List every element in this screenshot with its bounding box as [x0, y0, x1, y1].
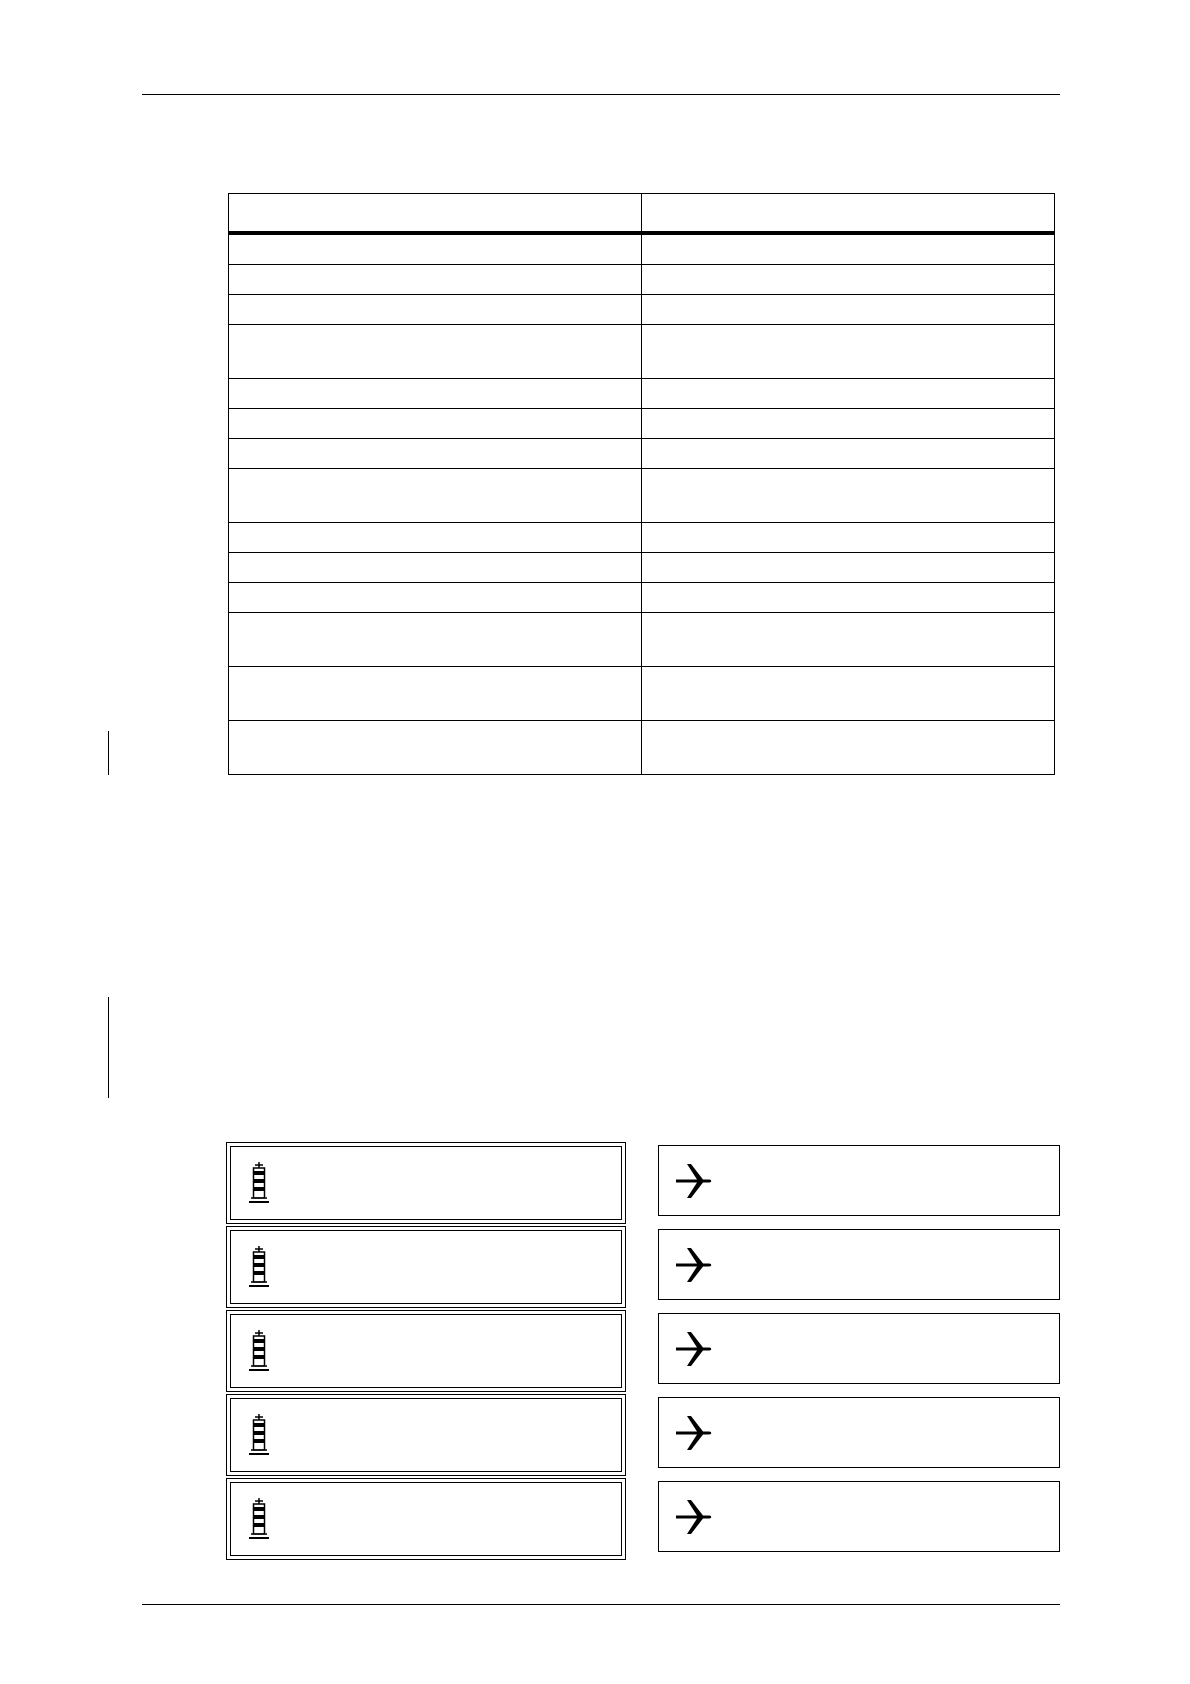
table-cell — [642, 409, 1055, 439]
atc-message-box — [226, 1310, 626, 1392]
table-cell — [642, 379, 1055, 409]
table-cell — [229, 325, 642, 379]
table-cell — [642, 265, 1055, 295]
table-row — [229, 469, 1055, 523]
data-table — [228, 193, 1055, 775]
pilot-message-box — [658, 1313, 1060, 1384]
table-cell — [642, 613, 1055, 667]
airplane-icon — [673, 1497, 713, 1537]
table-cell — [642, 667, 1055, 721]
header-rule — [142, 94, 1060, 95]
table-cell — [229, 553, 642, 583]
pilot-message-text — [723, 1230, 1049, 1299]
table-row — [229, 379, 1055, 409]
atc-message-text — [285, 1483, 611, 1555]
table-header-row — [229, 194, 1055, 234]
table-cell — [229, 667, 642, 721]
atc-message-text — [285, 1315, 611, 1387]
atc-message-inner — [230, 1314, 622, 1388]
table-cell — [642, 233, 1055, 265]
radio-exchange-row — [226, 1310, 1062, 1394]
table-cell — [642, 553, 1055, 583]
table-cell — [642, 523, 1055, 553]
table-row — [229, 583, 1055, 613]
change-bar — [108, 731, 109, 775]
table-cell — [229, 295, 642, 325]
footer-rule — [142, 1604, 1060, 1605]
control-tower-icon — [249, 1498, 269, 1542]
table-header-cell — [229, 194, 642, 234]
table-row — [229, 553, 1055, 583]
radio-exchange-row — [226, 1478, 1062, 1562]
airplane-icon — [673, 1413, 713, 1453]
atc-message-box — [226, 1142, 626, 1224]
atc-message-text — [285, 1147, 611, 1219]
control-tower-icon — [249, 1162, 269, 1206]
atc-message-inner — [230, 1482, 622, 1556]
table-cell — [642, 721, 1055, 775]
table-cell — [642, 469, 1055, 523]
pilot-message-text — [723, 1398, 1049, 1467]
radio-exchange-list — [226, 1142, 1062, 1562]
table-row — [229, 295, 1055, 325]
atc-message-box — [226, 1226, 626, 1308]
pilot-message-text — [723, 1146, 1049, 1215]
radio-exchange-row — [226, 1394, 1062, 1478]
table-cell — [642, 325, 1055, 379]
atc-message-text — [285, 1231, 611, 1303]
radio-exchange-row — [226, 1142, 1062, 1226]
airplane-icon — [673, 1161, 713, 1201]
change-bar — [108, 997, 109, 1098]
table-cell — [229, 583, 642, 613]
table-cell — [229, 613, 642, 667]
table-cell — [229, 721, 642, 775]
table-cell — [229, 379, 642, 409]
atc-message-inner — [230, 1146, 622, 1220]
table-row — [229, 439, 1055, 469]
table-body — [229, 233, 1055, 775]
control-tower-icon — [249, 1414, 269, 1458]
table-cell — [229, 265, 642, 295]
table-cell — [229, 523, 642, 553]
atc-message-text — [285, 1399, 611, 1471]
table-cell — [229, 469, 642, 523]
table-row — [229, 523, 1055, 553]
table-header-cell — [642, 194, 1055, 234]
atc-message-inner — [230, 1230, 622, 1304]
table-row — [229, 721, 1055, 775]
table-row — [229, 613, 1055, 667]
pilot-message-box — [658, 1481, 1060, 1552]
table-row — [229, 409, 1055, 439]
pilot-message-box — [658, 1145, 1060, 1216]
control-tower-icon — [249, 1246, 269, 1290]
table-cell — [229, 439, 642, 469]
airplane-icon — [673, 1245, 713, 1285]
atc-message-box — [226, 1394, 626, 1476]
pilot-message-text — [723, 1314, 1049, 1383]
table-cell — [642, 295, 1055, 325]
table-cell — [642, 583, 1055, 613]
table-row — [229, 265, 1055, 295]
table-row — [229, 325, 1055, 379]
table-cell — [642, 439, 1055, 469]
radio-exchange-row — [226, 1226, 1062, 1310]
table-row — [229, 667, 1055, 721]
atc-message-inner — [230, 1398, 622, 1472]
pilot-message-box — [658, 1229, 1060, 1300]
pilot-message-text — [723, 1482, 1049, 1551]
table-cell — [229, 409, 642, 439]
table-cell — [229, 233, 642, 265]
atc-message-box — [226, 1478, 626, 1560]
pilot-message-box — [658, 1397, 1060, 1468]
airplane-icon — [673, 1329, 713, 1369]
table-row — [229, 233, 1055, 265]
control-tower-icon — [249, 1330, 269, 1374]
